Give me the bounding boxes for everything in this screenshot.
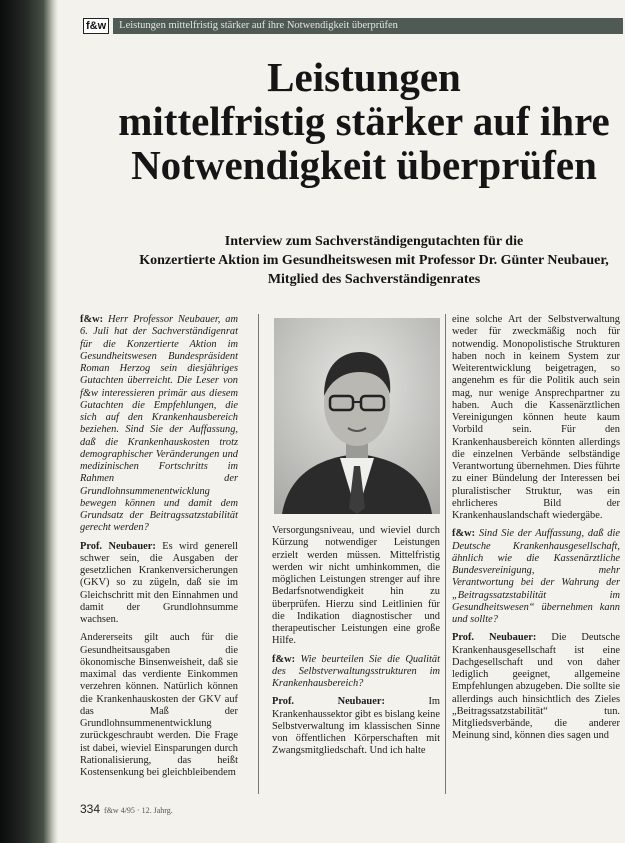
interview-question xyxy=(80,314,238,535)
text-column-2 xyxy=(272,525,440,764)
interview-answer xyxy=(272,696,440,757)
question-text: Sind Sie der Auffassung, daß die Krankenhauskosten trotz demographischer Veränderungen und medizinischen Fortschritts im Rahmen der Grundlohnsummenentwicklung bewegen können und damit dem Grundsatz der Beitragssatzstabilität gerecht werden? xyxy=(80,424,238,534)
speaker-label: f&w: xyxy=(452,528,476,540)
subtitle-line: Konzertierte Aktion im Gesundheitswesen mit Professor Dr. Günter Neubauer, xyxy=(139,253,609,268)
issue-reference: f&w 4/95 · 12. Jahrg. xyxy=(104,806,173,815)
speaker-label: f&w: xyxy=(80,314,104,325)
column-rule xyxy=(258,314,259,794)
answer-paragraph: Andererseits gilt auch für die Gesundheitsausgaben die ökonomische Binsenweisheit, daß sie maximal das verdiente Einkommen verzehren können. Natürlich können die Krankenhauskosten der GKV auf das Maß der Grundlohnsummenentwicklung zurückgeschraubt werden. Die Frage ist dabei, wieviel Einsparungen durch Rationalisierung, das heißt Kostensenkung bei gleichbleibendem xyxy=(80,632,238,778)
answer-text: Die Deutsche Krankenhausgesellschaft ist eine Dachgesellschaft und von daher lediglich geeignet, allgemeine Empfehlungen abzugeben. Die sollte sie allerdings auch hinsichtlich des Zieles „Beitragssatzstabilität“ tun. Mitgliedsverbände, die anderer Meinung sind, können dies sagen und xyxy=(452,632,620,742)
subtitle-line: Mitglied des Sachverständigenrates xyxy=(267,272,481,287)
subtitle-line: Interview zum Sachverständigengutachten für die xyxy=(224,234,524,249)
text-column-1 xyxy=(80,314,238,785)
page-footer xyxy=(80,802,173,816)
running-header xyxy=(83,17,623,35)
text-column-3 xyxy=(452,314,620,749)
answer-text: Im Krankenhaussektor gibt es bislang keine Selbstverwaltung im klassischen Sinne von öffentlichen Körperschaften mit Zwangsmitgliedschaft. Und ich halte xyxy=(272,696,440,757)
speaker-label: Prof. Neubauer: xyxy=(452,632,537,644)
question-text: Sind Sie der Auffassung, daß die Deutsche Krankenhausgesellschaft, ähnlich wie die Kassenärztliche Bundesvereinigung, mehr Verantwortung bei der Wahrung der „Beitragssatzstabilität im Gesundheitswesen“ übernehmen kann und sollte? xyxy=(452,528,620,625)
answer-paragraph: Versorgungsniveau, und wieviel durch Kürzung notwendiger Leistungen erzielt werden müssen. Mittelfristig werden wir nicht umhinkommen, die möglichen Leistungen strenger auf ihre Bedarfsnotwendigkeit hin zu überprüfen. Hierzu sind Leitlinien für die Indikation diagnostischer und therapeutischer Leistungen eine große Hilfe. xyxy=(272,525,440,647)
article-title xyxy=(104,55,624,187)
interview-answer xyxy=(452,632,620,742)
speaker-label: Prof. Neubauer: xyxy=(80,540,156,552)
speaker-label: f&w: xyxy=(272,653,296,665)
question-text: Wie beurteilen Sie die Qualität des Selbstverwaltungsstrukturen im Krankenhausbereich? xyxy=(272,653,440,689)
interview-question xyxy=(272,654,440,691)
answer-paragraph: eine solche Art der Selbstverwaltung weder für zweckmäßig noch für notwendig. Monopolistische Strukturen haben noch in keinem System zur Weiterentwicklung beigetragen, so angenehm es für die Politik auch sein mag, nur wenige Ansprechpartner zu haben. Auch die Kassenärztlichen Vereinigungen können heute kaum Vorbild sein. Für den Krankenhausbereich könnten allerdings die einzelnen Verbände selbständige Verantwortung übernehmen. Dies führte zu einer Bündelung der Interessen bei pluralistischer Struktur, was ein ehrlicheres Bild der Krankenhauslandschaft wiedergäbe. xyxy=(452,314,620,521)
magazine-page xyxy=(44,0,625,843)
title-line: Notwendigkeit überprüfen xyxy=(131,142,597,188)
interview-question xyxy=(452,528,620,626)
title-line: mittelfristig stärker auf ihre xyxy=(118,98,610,144)
article-subtitle xyxy=(139,232,609,289)
magazine-logo: f&w xyxy=(83,18,109,34)
title-line: Leistungen xyxy=(267,54,461,100)
portrait-photo-icon xyxy=(274,318,440,514)
portrait-photo xyxy=(274,318,440,514)
running-header-text: Leistungen mittelfristig stärker auf ihre Notwendigkeit überprüfen xyxy=(113,18,623,34)
question-text: Herr Professor Neubauer, am 6. Juli hat der Sachverständigenrat für die Konzertierte Aktion im Gesundheitswesen Bundespräsident Roman Herzog sein diesjähriges Gutachten überreicht. Die Leser von f&w interessieren primär aus diesem Gutachten die Empfehlungen, die sich auf den Krankenhausbereich beziehen. xyxy=(80,314,238,436)
page-number: 334 xyxy=(80,802,101,816)
interview-answer xyxy=(80,541,238,627)
speaker-label: Prof. Neubauer: xyxy=(272,696,385,708)
column-rule xyxy=(445,314,446,794)
answer-text: Es wird generell schwer sein, die Ausgaben der gesetzlichen Krankenversicherungen (GKV) so zu zügeln, daß sie im Gleichschritt mit den Einnahmen und damit der Grundlohnsumme wachsen. xyxy=(80,540,238,625)
book-binding xyxy=(0,0,44,843)
